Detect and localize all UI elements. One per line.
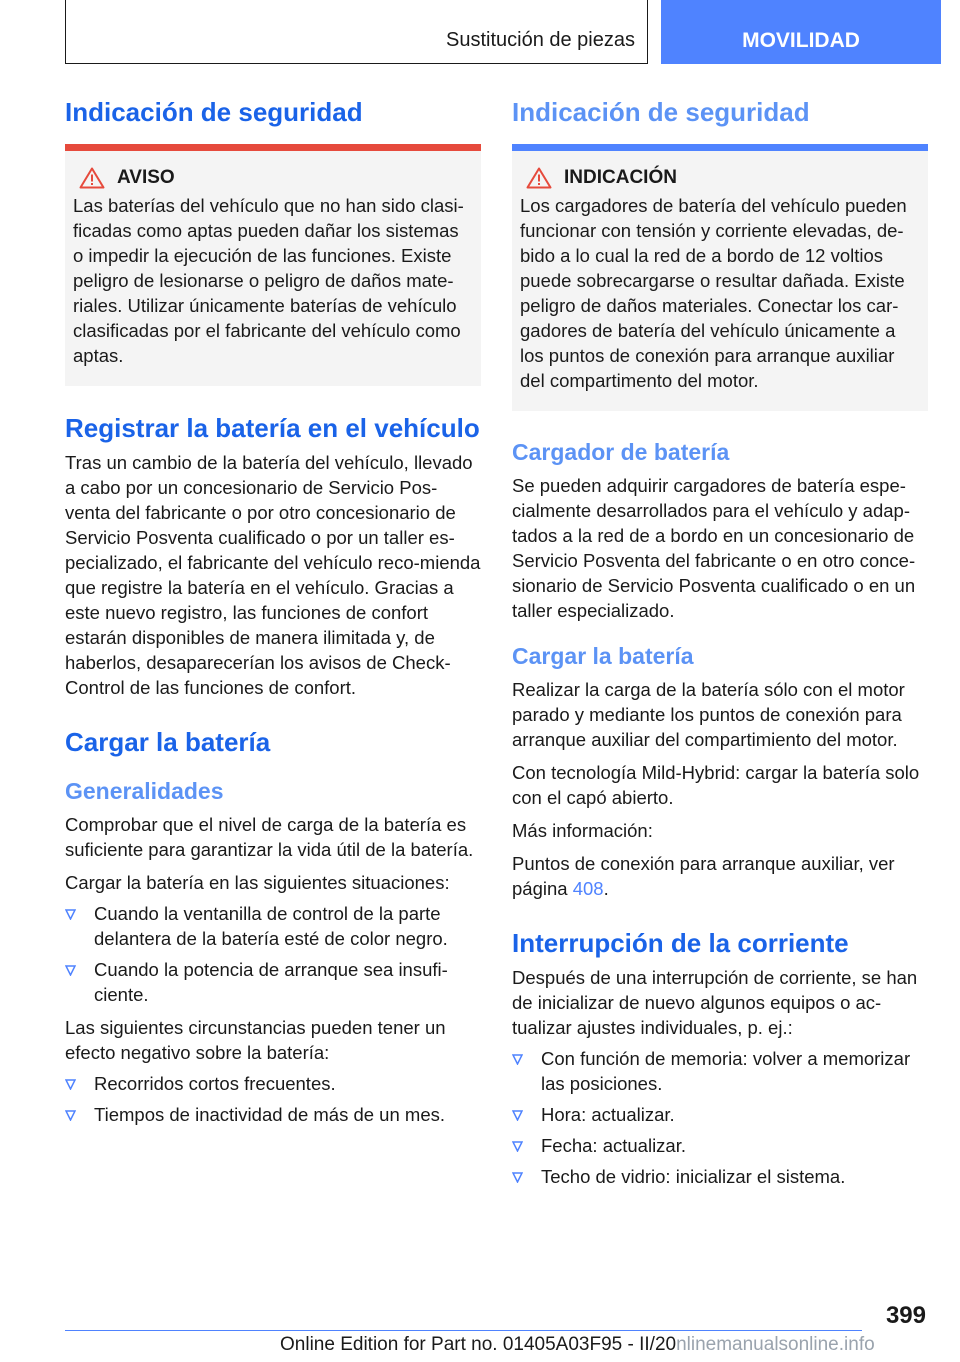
triangle-bullet-icon — [512, 1054, 523, 1065]
list-item: Hora: actualizar. — [512, 1102, 928, 1127]
page-reference-link[interactable]: 408 — [572, 878, 604, 899]
register-text: Tras un cambio de la batería del vehículo, llevado a cabo por un concesionario de Servicio Pos-venta del fabricante o por otro concesionario de Servicio Posventa cualificado o por un taller es-pecializado, el fabricante del vehículo reco-mienda que registre la batería en el vehículo. Gracias a este nuevo registro, las funciones de confort estarán disponibles de manera ilimitada y, de haberlos, desaparecerían los avisos de Check-Control de las funciones de confort. — [65, 452, 481, 698]
footer-edition: Online Edition for Part no. 01405A03F95 - II/20nlinemanualsonline.info — [280, 1334, 875, 1355]
chapter-tab[interactable]: MOVILIDAD — [661, 0, 941, 64]
triangle-bullet-icon — [65, 909, 76, 920]
triangle-bullet-icon — [65, 1110, 76, 1121]
situations-list — [65, 901, 481, 1007]
mild-hybrid-text: Con tecnología Mild-Hybrid: cargar la batería solo con el capó abierto. — [512, 762, 920, 808]
list-item: Cuando la potencia de arranque sea insufi-ciente. — [65, 957, 481, 1007]
more-info-label: Más información: — [512, 820, 653, 841]
list-item: Fecha: actualizar. — [512, 1133, 928, 1158]
right-column — [512, 96, 928, 1189]
general-text: Comprobar que el nivel de carga de la batería es suficiente para garantizar la vida útil de la batería. — [65, 814, 474, 860]
warning-triangle-icon — [79, 167, 105, 189]
watermark: nlinemanualsonline.info — [676, 1334, 875, 1355]
page-number: 399 — [885, 1302, 926, 1329]
warning-label: AVISO — [117, 167, 175, 188]
charger-text: Se pueden adquirir cargadores de batería espe-cialmente desarrollados para el vehículo y adap-tados a la red de a bordo en un concesionario de Servicio Posventa del fabricante o en otro conce-sionario de Servicio Posventa cualificado o en un taller especializado. — [512, 475, 916, 621]
charger-heading: Cargador de batería — [512, 439, 730, 465]
warning-box — [65, 151, 481, 386]
safety-heading: Indicación de seguridad — [65, 97, 363, 127]
header-section-box — [65, 0, 648, 64]
list-item: Cuando la ventanilla de control de la parte delantera de la batería esté de color negro. — [65, 901, 481, 951]
notice-label: INDICACIÓN — [564, 167, 677, 188]
warning-text: Las baterías del vehículo que no han sido clasi-ficadas como aptas pueden dañar los sistemas o impedir la ejecución de las funciones. Existe peligro de lesionarse o peligro de daños mate-riales. Utilizar únicamente baterías de vehículo clasificadas por el fabricante del vehículo como aptas. — [73, 195, 464, 366]
notice-box — [512, 151, 928, 411]
warning-rule — [65, 144, 481, 151]
warning-triangle-icon — [526, 167, 552, 189]
situations-intro: Cargar la batería en las siguientes situaciones: — [65, 872, 450, 893]
negative-intro: Las siguientes circunstancias pueden tener un efecto negativo sobre la batería: — [65, 1017, 446, 1063]
triangle-bullet-icon — [512, 1110, 523, 1121]
interruption-text: Después de una interrupción de corriente, se han de inicializar de nuevo algunos equipos o ac-tualizar ajustes individuales, p. ej.: — [512, 967, 918, 1038]
list-item: Recorridos cortos frecuentes. — [65, 1071, 481, 1096]
notice-rule — [512, 144, 928, 151]
charge-heading: Cargar la batería — [65, 727, 271, 757]
interruption-list — [512, 1046, 928, 1189]
left-column — [65, 96, 481, 1127]
reference-text: Puntos de conexión para arranque auxiliar, ver página 408. — [512, 853, 895, 899]
general-heading: Generalidades — [65, 778, 224, 804]
register-heading: Registrar la batería en el vehículo — [65, 413, 480, 443]
charge-heading: Cargar la batería — [512, 643, 694, 669]
list-item: Techo de vidrio: inicializar el sistema. — [512, 1164, 928, 1189]
negative-list — [65, 1071, 481, 1127]
triangle-bullet-icon — [512, 1141, 523, 1152]
notice-text: Los cargadores de batería del vehículo pueden funcionar con tensión y corriente elevadas, de-bido a lo cual la red de a bordo de 12 voltios puede sobrecargarse o resultar dañada. Existe peligro de daños materiales. Conectar los car-gadores de batería del vehículo únicamente a los puntos de conexión para arranque auxiliar del compartimento del motor. — [520, 195, 907, 391]
triangle-bullet-icon — [512, 1172, 523, 1183]
charge-text: Realizar la carga de la batería sólo con el motor parado y mediante los puntos de conexión para arranque auxiliar del compartimiento del motor. — [512, 679, 905, 750]
triangle-bullet-icon — [65, 965, 76, 976]
section-title: Sustitución de piezas — [445, 29, 635, 51]
interruption-heading: Interrupción de la corriente — [512, 928, 849, 958]
list-item: Con función de memoria: volver a memorizar las posiciones. — [512, 1046, 928, 1096]
footer-rule — [65, 1330, 862, 1331]
safety-heading: Indicación de seguridad — [512, 97, 810, 127]
triangle-bullet-icon — [65, 1079, 76, 1090]
list-item: Tiempos de inactividad de más de un mes. — [65, 1102, 481, 1127]
